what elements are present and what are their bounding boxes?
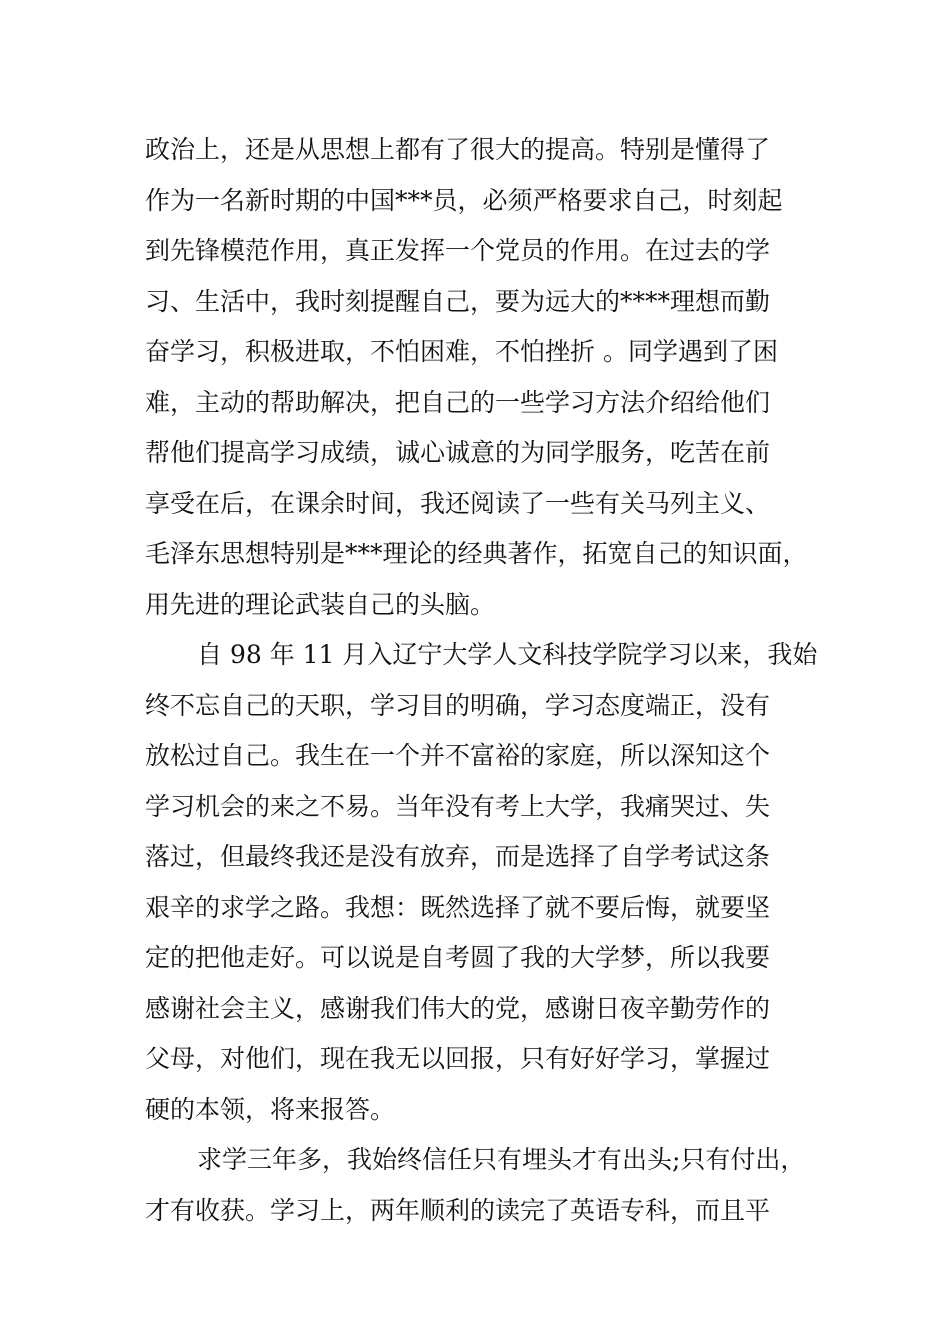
text-line: 难，主动的帮助解决，把自己的一些学习方法介绍给他们: [145, 387, 771, 417]
paragraph-first-line: 求学三年多，我始终信任只有埋头才有出头;只有付出，: [197, 1145, 806, 1174]
text-line: 享受在后，在课余时间，我还阅读了一些有关马列主义、: [145, 488, 771, 518]
text-line: 作为一名新时期的中国***员，必须严格要求自己，时刻起: [145, 185, 783, 215]
text-line: 感谢社会主义，感谢我们伟大的党，感谢日夜辛勤劳作的: [145, 993, 771, 1023]
text-line: 学习机会的来之不易。当年没有考上大学，我痛哭过、失: [145, 791, 771, 821]
text-line: 父母，对他们，现在我无以回报，只有好好学习，掌握过: [145, 1044, 771, 1073]
paragraph-first-line: 自 98 年 11 月入辽宁大学人文科技学院学习以来，我始: [197, 640, 818, 669]
text-line: 毛泽东思想特别是***理论的经典著作，拓宽自己的知识面，: [145, 539, 808, 568]
text-line: 到先锋模范作用，真正发挥一个党员的作用。在过去的学: [145, 236, 771, 265]
text-line: 艰辛的求学之路。我想：既然选择了就不要后悔，就要坚: [145, 892, 771, 922]
document-body: [145, 125, 845, 1236]
text-line: 用先进的理论武装自己的头脑。: [145, 589, 496, 619]
text-line: 帮他们提高学习成绩，诚心诚意的为同学服务，吃苦在前: [145, 438, 771, 467]
text-line: 落过，但最终我还是没有放弃，而是选择了自学考试这条: [145, 842, 771, 871]
text-line: 硬的本领，将来报答。: [145, 1094, 396, 1124]
text-line: 才有收获。学习上，两年顺利的读完了英语专科，而且平: [145, 1195, 771, 1225]
text-line: 定的把他走好。可以说是自考圆了我的大学梦，所以我要: [145, 943, 771, 972]
text-line: 政治上，还是从思想上都有了很大的提高。特别是懂得了: [145, 135, 771, 164]
text-line: 终不忘自己的天职，学习目的明确，学习态度端正，没有: [145, 690, 771, 720]
text-line: 放松过自己。我生在一个并不富裕的家庭，所以深知这个: [145, 741, 771, 770]
text-line: 奋学习，积极进取，不怕困难，不怕挫折 。同学遇到了困: [145, 337, 778, 366]
text-line: 习、生活中，我时刻提醒自己，要为远大的****理想而勤: [145, 286, 771, 316]
